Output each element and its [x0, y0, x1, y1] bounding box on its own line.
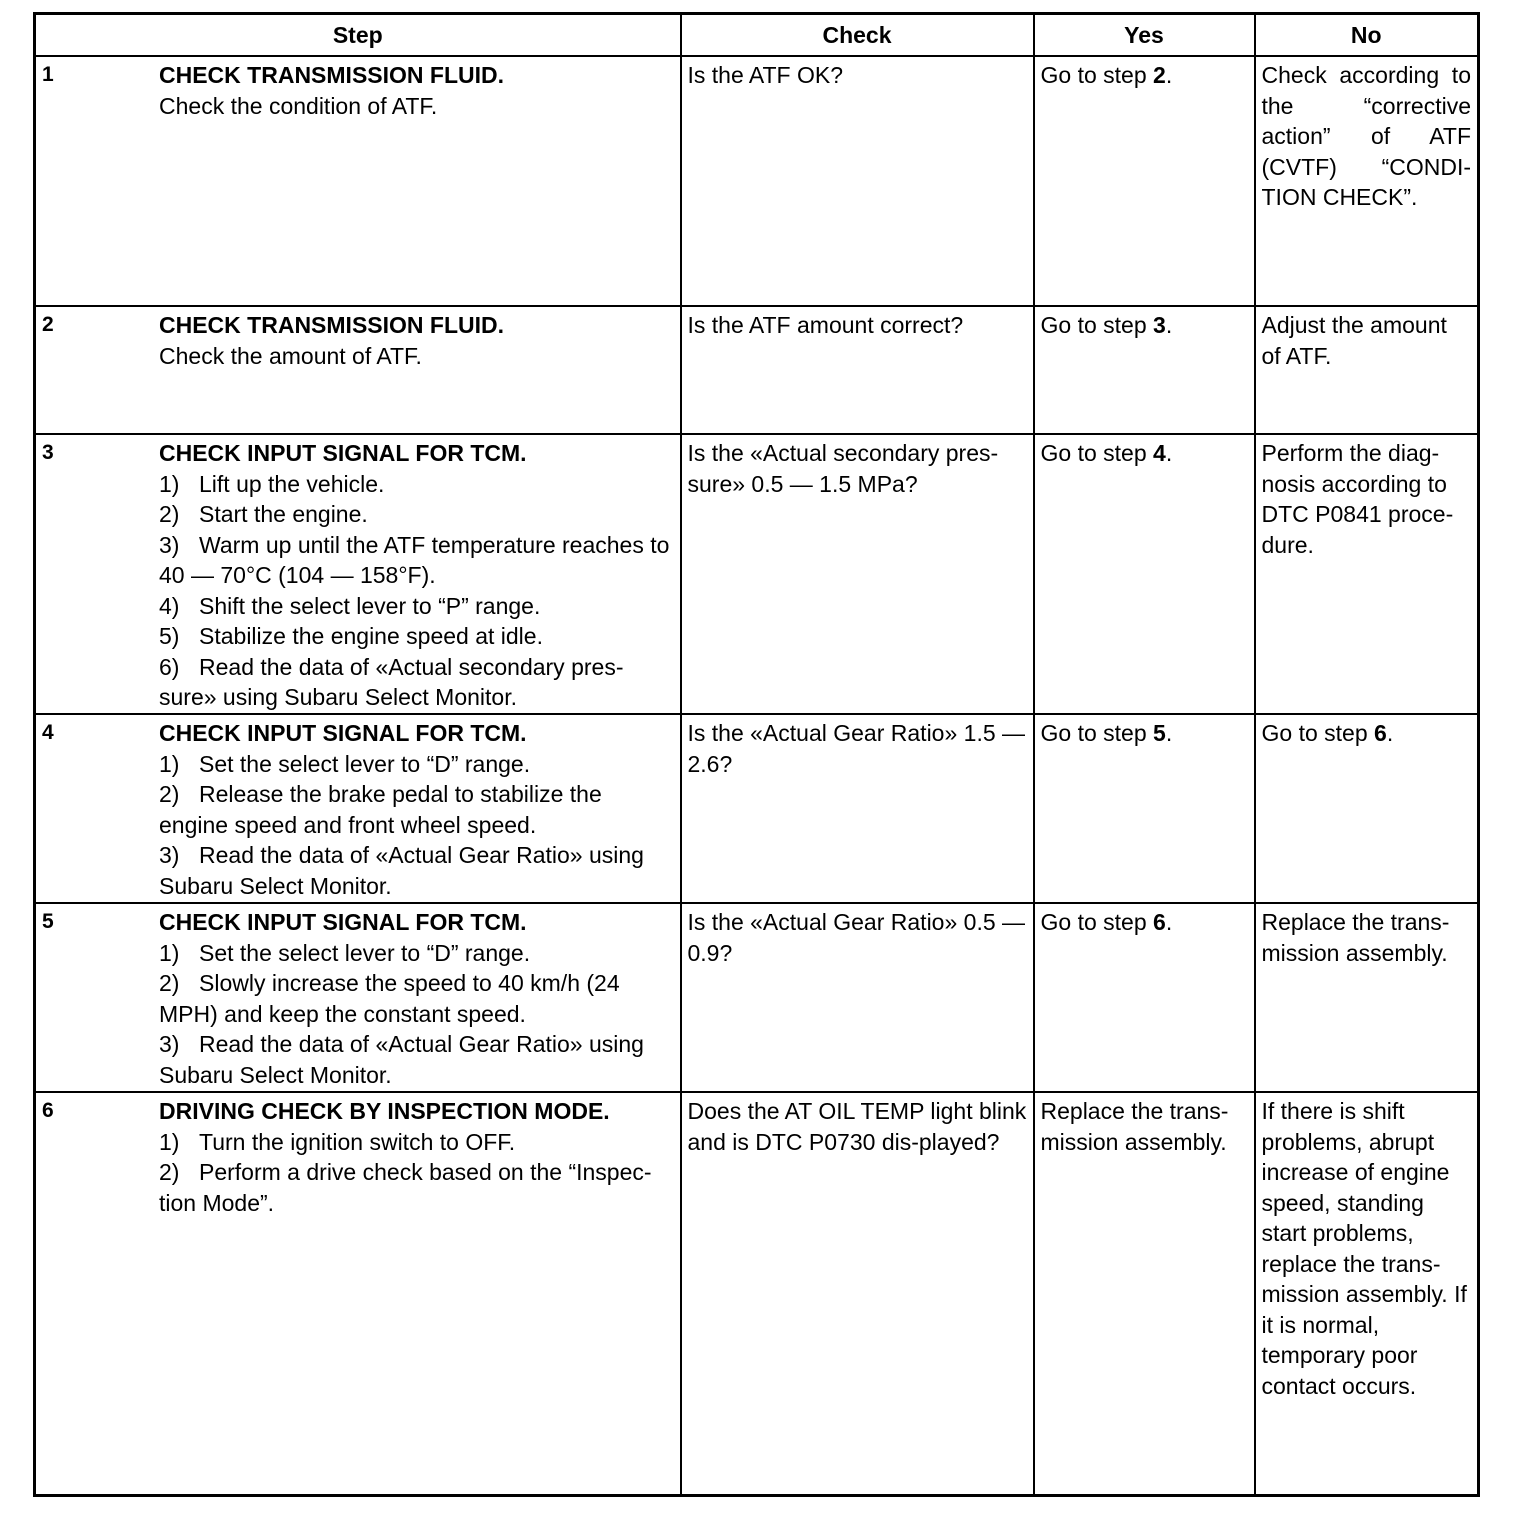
yes-cell	[1034, 306, 1255, 434]
yes-step-ref: 2	[1153, 62, 1166, 88]
step-cell	[35, 1092, 681, 1495]
no-cell: Replace the trans-mission assembly.	[1255, 903, 1479, 1092]
yes-step-ref: 3	[1153, 312, 1166, 338]
step-title: DRIVING CHECK BY INSPECTION MODE.	[159, 1098, 610, 1124]
header-yes: Yes	[1034, 14, 1255, 57]
instruction: 2) Release the brake pedal to stabilize the engine speed and front wheel speed.	[159, 781, 602, 838]
step-cell	[35, 434, 681, 714]
table-row	[35, 56, 1479, 306]
yes-step-ref: 5	[1153, 720, 1166, 746]
instruction: 2) Start the engine.	[159, 501, 368, 527]
yes-suffix: .	[1165, 62, 1173, 88]
step-number: 3	[42, 441, 54, 464]
no-suffix: .	[1386, 720, 1394, 746]
no-cell: Check according to the “corrective action” of ATF (CVTF) “CONDI-TION CHECK”.	[1255, 56, 1479, 306]
instruction: 1) Lift up the vehicle.	[159, 470, 385, 497]
step-description: Check the condition of ATF.	[159, 92, 438, 119]
yes-cell	[1034, 714, 1255, 903]
yes-cell: Replace the trans-mission assembly.	[1034, 1092, 1255, 1495]
header-row	[35, 14, 1479, 57]
no-cell: Adjust the amount of ATF.	[1255, 306, 1479, 434]
instruction: 1) Set the select lever to “D” range.	[159, 750, 531, 777]
step-title: CHECK TRANSMISSION FLUID.	[159, 62, 504, 88]
yes-step-ref: 6	[1153, 909, 1166, 935]
step-cell	[35, 903, 681, 1092]
yes-prefix: Go to step	[1040, 440, 1154, 466]
instruction: 6) Read the data of «Actual secondary pres-sure» using Subaru Select Monitor.	[159, 653, 624, 710]
yes-prefix: Go to step	[1040, 62, 1154, 88]
diagnostic-table	[33, 12, 1480, 1497]
check-cell: Is the ATF amount correct?	[681, 306, 1034, 434]
yes-cell	[1034, 434, 1255, 714]
instruction: 3) Read the data of «Actual Gear Ratio» using Subaru Select Monitor.	[159, 842, 644, 899]
yes-step-ref: 4	[1153, 440, 1166, 466]
step-title: CHECK INPUT SIGNAL FOR TCM.	[159, 909, 527, 935]
step-number: 5	[42, 910, 54, 933]
step-title: CHECK INPUT SIGNAL FOR TCM.	[159, 720, 527, 746]
step-title: CHECK INPUT SIGNAL FOR TCM.	[159, 440, 527, 466]
step-number: 6	[42, 1099, 54, 1122]
instruction: 1) Turn the ignition switch to OFF.	[159, 1128, 516, 1155]
yes-cell	[1034, 903, 1255, 1092]
instruction: 1) Set the select lever to “D” range.	[159, 939, 531, 966]
header-check: Check	[681, 14, 1034, 57]
step-number: 2	[42, 313, 54, 336]
instruction: 2) Slowly increase the speed to 40 km/h (24 MPH) and keep the constant speed.	[159, 970, 620, 1027]
table-row	[35, 306, 1479, 434]
no-cell	[1255, 714, 1479, 903]
yes-prefix: Go to step	[1040, 720, 1154, 746]
yes-cell	[1034, 56, 1255, 306]
yes-suffix: .	[1165, 312, 1173, 338]
check-cell: Is the «Actual secondary pres-sure» 0.5 — 1.5 MPa?	[681, 434, 1034, 714]
step-cell	[35, 306, 681, 434]
yes-suffix: .	[1165, 909, 1173, 935]
table-row	[35, 903, 1479, 1092]
check-cell: Is the «Actual Gear Ratio» 1.5 — 2.6?	[681, 714, 1034, 903]
check-cell: Is the «Actual Gear Ratio» 0.5 — 0.9?	[681, 903, 1034, 1092]
no-cell: Perform the diag-nosis according to DTC P0841 proce-dure.	[1255, 434, 1479, 714]
yes-suffix: .	[1165, 720, 1173, 746]
instruction: 3) Read the data of «Actual Gear Ratio» using Subaru Select Monitor.	[159, 1031, 644, 1088]
yes-suffix: .	[1165, 440, 1173, 466]
step-description: Check the amount of ATF.	[159, 342, 422, 369]
step-number: 1	[42, 63, 54, 86]
instruction: 3) Warm up until the ATF temperature reaches to 40 — 70°C (104 — 158°F).	[159, 531, 670, 588]
header-no: No	[1255, 14, 1479, 57]
header-step: Step	[35, 14, 681, 57]
table-row	[35, 434, 1479, 714]
no-cell: If there is shift problems, abrupt increase of engine speed, standing start problems, replace the trans-mission assembly. If it is normal, temporary poor contact occurs.	[1255, 1092, 1479, 1495]
yes-prefix: Go to step	[1040, 909, 1154, 935]
no-step-ref: 6	[1374, 720, 1387, 746]
instruction: 2) Perform a drive check based on the “Inspec-tion Mode”.	[159, 1159, 652, 1216]
step-number: 4	[42, 721, 54, 744]
check-cell: Is the ATF OK?	[681, 56, 1034, 306]
check-cell: Does the AT OIL TEMP light blink and is DTC P0730 dis-played?	[681, 1092, 1034, 1495]
instruction: 5) Stabilize the engine speed at idle.	[159, 623, 543, 649]
instruction: 4) Shift the select lever to “P” range.	[159, 592, 541, 619]
table-row	[35, 1092, 1479, 1495]
no-prefix: Go to step	[1261, 720, 1375, 746]
step-title: CHECK TRANSMISSION FLUID.	[159, 312, 504, 338]
yes-prefix: Go to step	[1040, 312, 1154, 338]
step-cell	[35, 714, 681, 903]
step-cell	[35, 56, 681, 306]
table-row	[35, 714, 1479, 903]
